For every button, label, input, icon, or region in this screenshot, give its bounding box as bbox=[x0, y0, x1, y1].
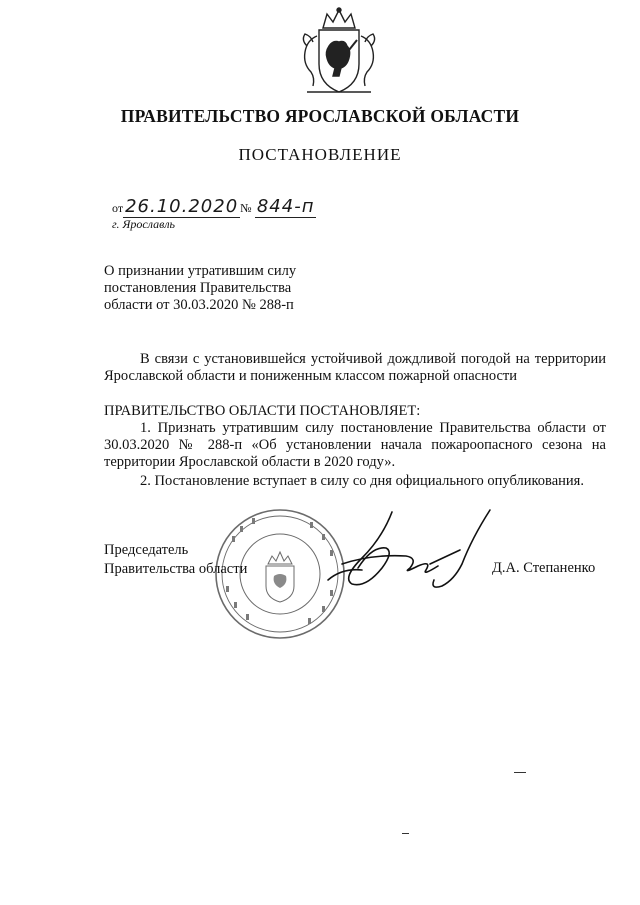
resolution-item-text: 2. Постановление вступает в силу со дня официального опубликования. bbox=[140, 473, 584, 489]
scan-mark bbox=[514, 772, 526, 773]
registration-number: 844-п bbox=[256, 196, 315, 217]
position-line-1: Председатель bbox=[104, 542, 189, 558]
signatory-name: Д.А. Степаненко bbox=[492, 560, 596, 576]
resolves-heading: ПРАВИТЕЛЬСТВО ОБЛАСТИ ПОСТАНОВЛЯЕТ: bbox=[104, 403, 421, 419]
resolution-item-1 bbox=[104, 420, 606, 471]
organization-title: ПРАВИТЕЛЬСТВО ЯРОСЛАВСКОЙ ОБЛАСТИ bbox=[120, 106, 520, 126]
date-prefix: от bbox=[112, 201, 124, 215]
scan-mark bbox=[402, 833, 409, 834]
city-label: г. Ярославль bbox=[112, 217, 176, 231]
handwritten-signature bbox=[322, 508, 502, 604]
preamble-paragraph bbox=[104, 351, 606, 385]
signatory-position bbox=[104, 541, 247, 579]
resolution-item-text: 1. Признать утратившим силу постановление Правительства области от 30.03.2020 № 288-п «Об установлении начала пожароопасного сезона на территории Ярославской области в 2020 году». bbox=[104, 420, 606, 470]
coat-of-arms-icon bbox=[293, 6, 385, 98]
registration-line bbox=[112, 196, 316, 217]
position-line-2: Правительства области bbox=[104, 561, 248, 577]
resolution-item-2 bbox=[104, 473, 606, 490]
registration-date: 26.10.2020 bbox=[125, 196, 239, 217]
document-subject: О признании утратившим силу постановления Правительства области от 30.03.2020 № 288-п bbox=[104, 263, 297, 313]
preamble-text: В связи с установившейся устойчивой дождливой погодой на территории Ярославской области и пониженным классом пожарной опасности bbox=[104, 351, 606, 384]
document-type: ПОСТАНОВЛЕНИЕ bbox=[238, 145, 402, 164]
number-prefix: № bbox=[240, 201, 252, 215]
